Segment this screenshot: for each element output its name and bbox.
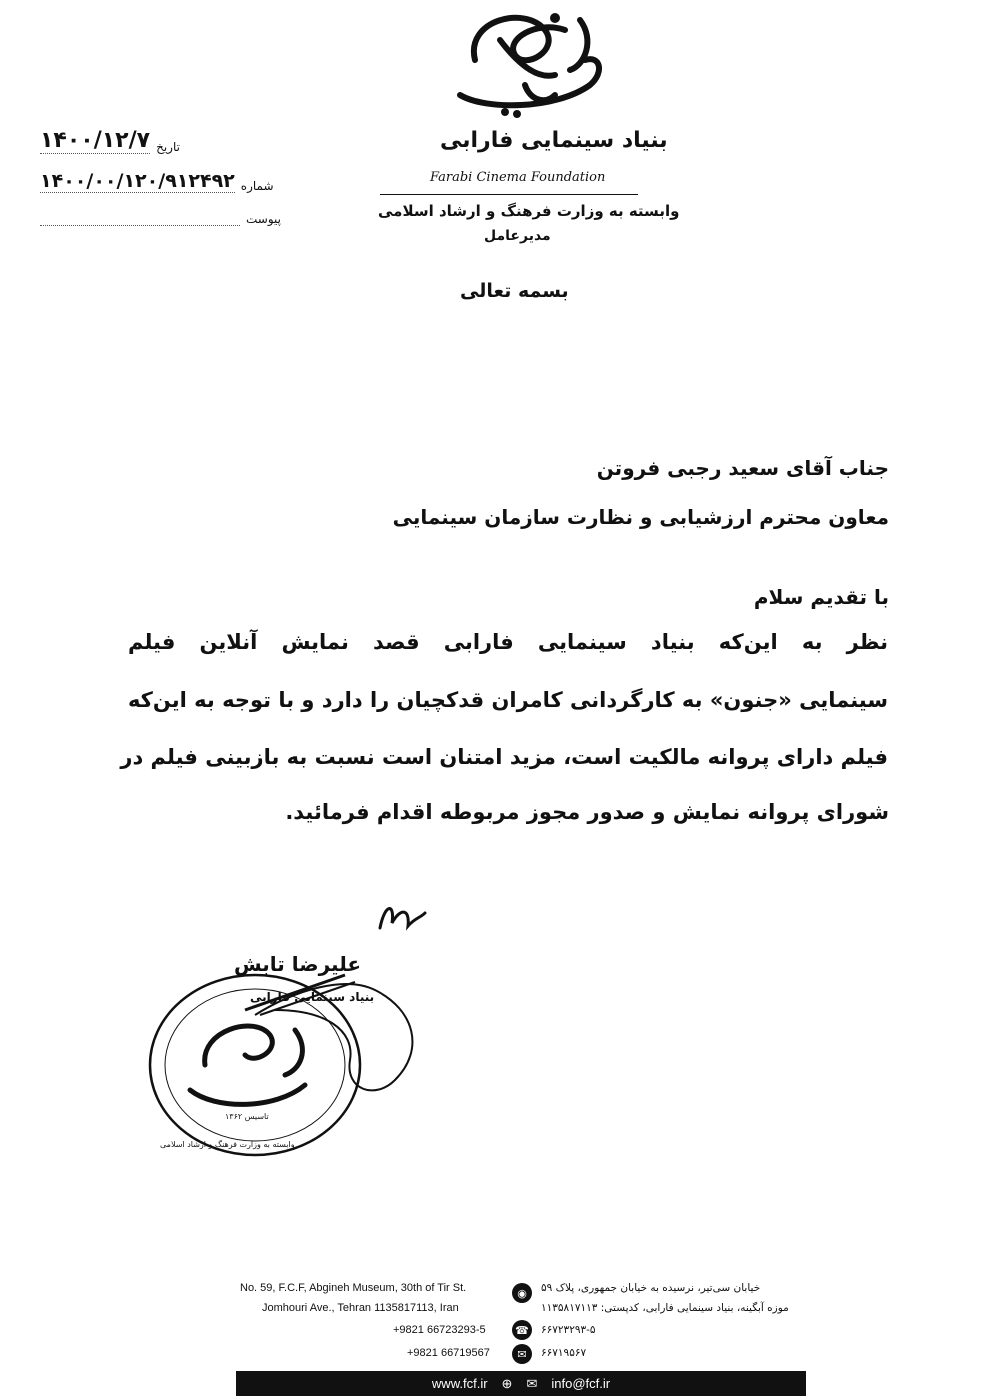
greeting: با تقدیم سلام: [753, 585, 889, 609]
farabi-calligraphy-logo: [405, 0, 655, 125]
email-icon: ✉: [526, 1375, 538, 1391]
body-line: نظر به این‌که بنیاد سینمایی فارابی قصد نمایش آنلاین فیلم: [128, 630, 888, 654]
footer-phone-en: +9821 66723293-5: [393, 1324, 486, 1336]
globe-icon: ⊕: [501, 1375, 513, 1391]
recipient-name: جناب آقای سعید رجبی فروتن: [596, 456, 889, 480]
stamp-sub-text: وابسته به وزارت فرهنگ و ارشاد اسلامی: [160, 1140, 295, 1149]
footer-address-en-1: No. 59, F.C.F, Abgineh Museum, 30th of Tir St.: [240, 1282, 467, 1294]
footer-fax-en: +9821 66719567: [407, 1347, 490, 1359]
location-pin-icon: ◉: [512, 1283, 532, 1303]
body-line: فیلم دارای پروانه مالکیت است، مزید امتنان است نسبت به بازبینی فیلم در: [120, 745, 888, 769]
footer-address-fa-2: موزه آبگینه، بنیاد سینمایی فارابی، کدپستی: ۱۱۳۵۸۱۷۱۱۳: [541, 1302, 789, 1314]
stamp-year-text: تاسیس ۱۳۶۲: [225, 1112, 269, 1121]
footer-phone-fa: ۶۶۷۲۳۲۹۳-۵: [541, 1324, 596, 1336]
foundation-name-fa: بنیاد سینمایی فارابی: [440, 128, 668, 153]
footer-contact-bar: [236, 1371, 806, 1396]
handwritten-initial: [370, 898, 430, 938]
recipient-title: معاون محترم ارزشیابی و نظارت سازمان سینمایی: [392, 505, 889, 529]
date-value: ۱۴۰۰/۱۲/۷: [40, 128, 151, 153]
header-divider: [380, 194, 638, 195]
invocation: بسمه تعالی: [460, 280, 569, 302]
body-line: شورای پروانه نمایش و صدور مجوز مربوطه اقدام فرمائید.: [285, 800, 889, 824]
farabi-logo: [405, 0, 668, 230]
meta-attachment-row: [40, 212, 281, 226]
number-value: ۱۴۰۰/۰۰/۱۲۰/۹۱۲۴۹۲: [40, 170, 235, 192]
footer-address-fa-1: خیابان سی‌تیر، نرسیده به خیابان جمهوری، پلاک ۵۹: [541, 1282, 761, 1294]
body-line: سینمایی «جنون» به کارگردانی کامران قدکچیان را دارد و با توجه به این‌که: [127, 688, 888, 712]
affiliation: وابسته به وزارت فرهنگ و ارشاد اسلامی: [378, 202, 680, 220]
stamp-ring-text: بنیاد سینمایی فارابی: [250, 990, 375, 1004]
office-title: مدیرعامل: [484, 228, 551, 244]
footer-address-en-2: Jomhouri Ave., Tehran 1135817113, Iran: [262, 1302, 459, 1314]
foundation-name-en: Farabi Cinema Foundation: [430, 170, 606, 185]
meta-number-row: [40, 170, 274, 193]
phone-icon: ☎: [512, 1320, 532, 1340]
fax-icon: ✉: [512, 1344, 532, 1364]
footer-website[interactable]: www.fcf.ir: [431, 1376, 488, 1391]
attachment-label: پیوست: [246, 212, 281, 226]
footer-email[interactable]: info@fcf.ir: [551, 1376, 611, 1391]
footer-fax-fa: ۶۶۷۱۹۵۶۷: [541, 1347, 587, 1359]
signer-name: علیرضا تابش: [234, 952, 362, 976]
number-label: شماره: [240, 179, 274, 193]
date-label: تاریخ: [156, 140, 180, 154]
attachment-line: [40, 225, 240, 226]
meta-date-row: [40, 128, 180, 154]
